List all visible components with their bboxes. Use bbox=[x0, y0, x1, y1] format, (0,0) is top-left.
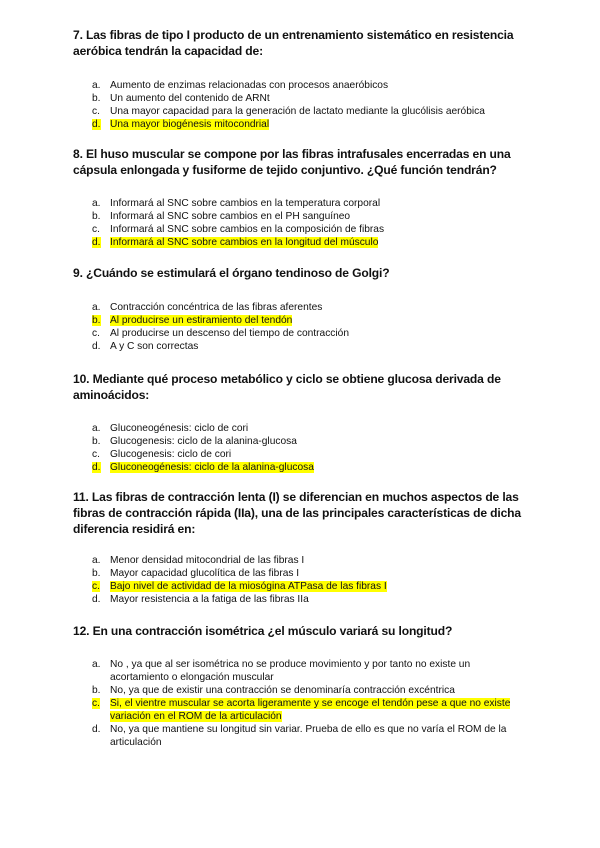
option-a: a. Contracción concéntrica de las fibras aferentes bbox=[92, 302, 323, 313]
option-list bbox=[92, 301, 522, 353]
question-7 bbox=[73, 27, 533, 130]
option-b-highlighted: b. Al producirse un estiramiento del tendón bbox=[92, 315, 293, 326]
option-d-highlighted: d. Informará al SNC sobre cambios en la longitud del músculo bbox=[92, 237, 379, 248]
question-11 bbox=[73, 489, 533, 605]
question-title: 12. En una contracción isométrica ¿el músculo variará su longitud? bbox=[73, 624, 453, 638]
option-text: Informará al SNC sobre cambios en la composición de fibras bbox=[110, 224, 385, 235]
option-text: Informará al SNC sobre cambios en la temperatura corporal bbox=[110, 198, 381, 209]
option-list bbox=[92, 197, 522, 249]
option-list bbox=[92, 422, 522, 474]
option-c: c. Informará al SNC sobre cambios en la composición de fibras bbox=[92, 224, 385, 235]
option-list bbox=[92, 658, 522, 749]
option-a: a. Informará al SNC sobre cambios en la temperatura corporal bbox=[92, 198, 381, 209]
option-list bbox=[92, 554, 522, 606]
question-title: 7. Las fibras de tipo I producto de un entrenamiento sistemático en resistencia aeróbica tendrán la capacidad de: bbox=[73, 28, 514, 58]
option-text: Si, el vientre muscular se acorta ligeramente y se encoge el tendón pese a que no existe variación en el ROM de la articulación bbox=[110, 698, 511, 722]
option-text: Al producirse un estiramiento del tendón bbox=[110, 315, 293, 326]
option-text: Un aumento del contenido de ARNt bbox=[110, 93, 270, 104]
question-8 bbox=[73, 146, 533, 248]
option-text: A y C son correctas bbox=[110, 341, 199, 352]
question-title: 10. Mediante qué proceso metabólico y ciclo se obtiene glucosa derivada de aminoácidos: bbox=[73, 372, 501, 402]
option-text: No , ya que al ser isométrica no se produce movimiento y por tanto no existe un acortamiento o elongación muscular bbox=[110, 659, 471, 683]
option-c-highlighted: c. Bajo nivel de actividad de la miosógina ATPasa de las fibras I bbox=[92, 581, 387, 592]
option-text: Gluconeogénesis: ciclo de cori bbox=[110, 423, 249, 434]
option-a: a. Gluconeogénesis: ciclo de cori bbox=[92, 423, 249, 434]
option-b: b. Glucogenesis: ciclo de la alanina-glucosa bbox=[92, 436, 297, 447]
option-text: Una mayor capacidad para la generación de lactato mediante la glucólisis aeróbica bbox=[110, 106, 485, 117]
option-text: No, ya que de existir una contracción se denominaría contracción excéntrica bbox=[110, 685, 455, 696]
question-12 bbox=[73, 623, 533, 748]
option-text: Bajo nivel de actividad de la miosógina ATPasa de las fibras I bbox=[110, 581, 387, 592]
option-a: a. No , ya que al ser isométrica no se produce movimiento y por tanto no existe un acortamiento o elongación muscular bbox=[92, 659, 471, 683]
option-b: b. Un aumento del contenido de ARNt bbox=[92, 93, 270, 104]
option-d: d. A y C son correctas bbox=[92, 341, 199, 352]
option-text: Informará al SNC sobre cambios en la longitud del músculo bbox=[110, 237, 379, 248]
option-b: b. Informará al SNC sobre cambios en el PH sanguíneo bbox=[92, 211, 351, 222]
question-title: 9. ¿Cuándo se estimulará el órgano tendinoso de Golgi? bbox=[73, 266, 390, 280]
option-text: Gluconeogénesis: ciclo de la alanina-glucosa bbox=[110, 462, 314, 473]
option-text: Aumento de enzimas relacionadas con procesos anaeróbicos bbox=[110, 80, 389, 91]
option-d: d. Mayor resistencia a la fatiga de las fibras IIa bbox=[92, 594, 309, 605]
option-text: Mayor resistencia a la fatiga de las fibras IIa bbox=[110, 594, 309, 605]
option-text: Al producirse un descenso del tiempo de contracción bbox=[110, 328, 349, 339]
question-title: 11. Las fibras de contracción lenta (I) se diferencian en muchos aspectos de las fibras de contracción rápida (IIa), una de las principales características de dicha diferencia residirá en: bbox=[73, 490, 521, 536]
option-a: a. Aumento de enzimas relacionadas con procesos anaeróbicos bbox=[92, 80, 389, 91]
option-text: Mayor capacidad glucolítica de las fibras I bbox=[110, 568, 300, 579]
option-text: Glucogenesis: ciclo de cori bbox=[110, 449, 232, 460]
option-d-highlighted: d. Gluconeogénesis: ciclo de la alanina-glucosa bbox=[92, 462, 314, 473]
option-c: c. Al producirse un descenso del tiempo de contracción bbox=[92, 328, 349, 339]
option-text: Informará al SNC sobre cambios en el PH sanguíneo bbox=[110, 211, 351, 222]
option-a: a. Menor densidad mitocondrial de las fibras I bbox=[92, 555, 305, 566]
option-c-highlighted: c. Si, el vientre muscular se acorta ligeramente y se encoge el tendón pese a que no existe variación en el ROM de la articulación bbox=[92, 698, 511, 722]
option-c: c. Una mayor capacidad para la generación de lactato mediante la glucólisis aeróbica bbox=[92, 106, 485, 117]
option-d-highlighted: d. Una mayor biogénesis mitocondrial bbox=[92, 119, 270, 130]
option-text: Contracción concéntrica de las fibras aferentes bbox=[110, 302, 323, 313]
question-10 bbox=[73, 371, 533, 473]
option-b: b. Mayor capacidad glucolítica de las fibras I bbox=[92, 568, 300, 579]
option-text: Menor densidad mitocondrial de las fibras I bbox=[110, 555, 305, 566]
option-text: Una mayor biogénesis mitocondrial bbox=[110, 119, 270, 130]
question-title: 8. El huso muscular se compone por las fibras intrafusales encerradas en una cápsula enlongada y fusiforme de tejido conjuntivo. ¿Qué función tendrán? bbox=[73, 147, 511, 177]
question-9 bbox=[73, 265, 533, 352]
option-b: b. No, ya que de existir una contracción se denominaría contracción excéntrica bbox=[92, 685, 455, 696]
option-d: d. No, ya que mantiene su longitud sin variar. Prueba de ello es que no varía el ROM de la articulación bbox=[92, 724, 507, 748]
option-c: c. Glucogenesis: ciclo de cori bbox=[92, 449, 232, 460]
option-list bbox=[92, 79, 522, 131]
option-text: Glucogenesis: ciclo de la alanina-glucosa bbox=[110, 436, 297, 447]
option-text: No, ya que mantiene su longitud sin variar. Prueba de ello es que no varía el ROM de la articulación bbox=[110, 724, 507, 748]
